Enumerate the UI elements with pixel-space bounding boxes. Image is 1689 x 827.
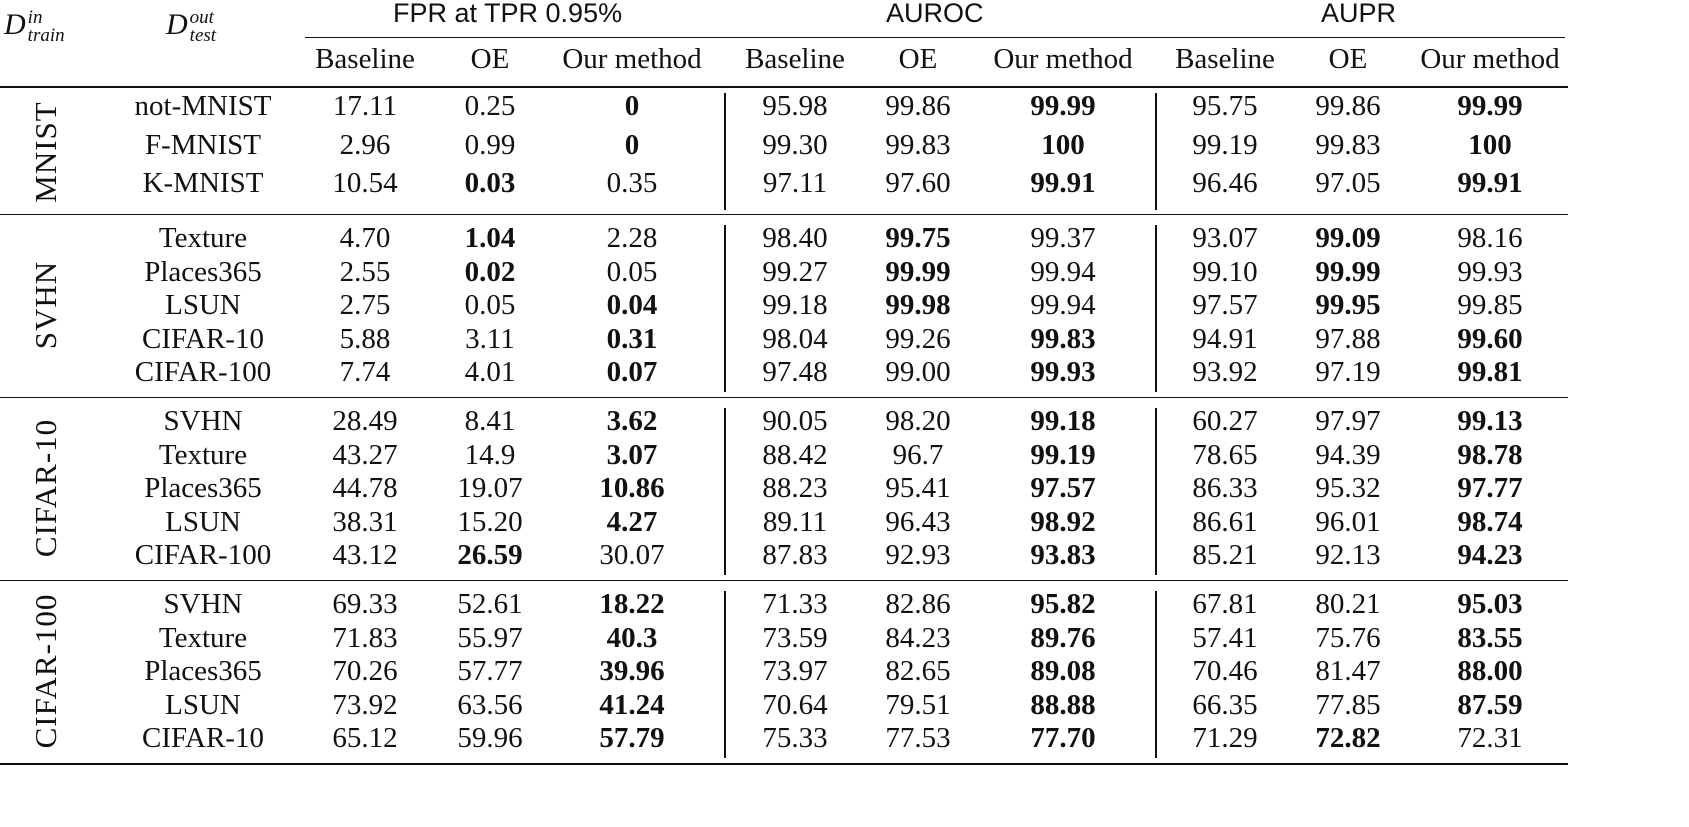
table-cell: 98.40 (762, 222, 828, 254)
table-cell: 14.9 (464, 438, 516, 471)
table-cell: 93.92 (1192, 356, 1258, 388)
table-cell: 96.46 (1192, 167, 1258, 199)
table-cell: 0.99 (464, 128, 516, 161)
table-cell: 8.41 (464, 405, 516, 437)
table-cell: 99.37 (1030, 222, 1096, 254)
table-cell: 94.23 (1457, 539, 1523, 571)
table-cell: 92.13 (1315, 539, 1381, 571)
table-cell: 7.74 (339, 356, 391, 388)
group-header-aupr: AUPR (1321, 0, 1397, 28)
table-cell: 3.11 (465, 322, 515, 355)
dout-sub: test (189, 25, 217, 47)
table-cell: 86.61 (1192, 505, 1258, 538)
table-cell: 40.3 (606, 621, 658, 654)
table-cell: 99.83 (885, 128, 951, 161)
table-cell: 99.86 (885, 90, 951, 122)
dataset-name: LSUN (165, 289, 241, 321)
table-cell: 15.20 (457, 505, 523, 538)
table-cell: 0 (624, 90, 640, 122)
table-cell: 100 (1041, 128, 1085, 161)
table-cell: 19.07 (457, 472, 523, 504)
table-cell: 67.81 (1192, 588, 1258, 620)
table-cell: 95.32 (1315, 472, 1381, 504)
table-cell: 0.31 (606, 322, 658, 355)
table-cell: 96.01 (1315, 505, 1381, 538)
table-cell: 99.94 (1030, 289, 1096, 321)
table-cell: 99.95 (1315, 289, 1381, 321)
table-cell: 73.97 (762, 655, 828, 687)
subcolumn-header: Baseline (745, 43, 845, 75)
dataset-name: F-MNIST (144, 128, 261, 161)
table-cell: 83.55 (1457, 621, 1523, 654)
table-cell: 89.08 (1030, 655, 1096, 687)
table-cell: 66.35 (1192, 688, 1258, 721)
table-cell: 2.75 (339, 289, 391, 321)
table-cell: 99.91 (1457, 167, 1523, 199)
table-cell: 99.99 (1315, 255, 1381, 288)
table-cell: 97.19 (1315, 356, 1381, 388)
table-cell: 39.96 (599, 655, 665, 687)
subcolumn-header: OE (898, 43, 938, 75)
table-cell: 97.05 (1315, 167, 1381, 199)
dataset-name: Places365 (144, 472, 262, 504)
table-cell: 80.21 (1315, 588, 1381, 620)
table-cell: 99.85 (1457, 289, 1523, 321)
table-cell: 99.75 (885, 222, 951, 254)
subcolumn-header: Baseline (315, 43, 415, 75)
table-cell: 3.62 (606, 405, 658, 437)
table-cell: 99.30 (762, 128, 828, 161)
dataset-name: CIFAR-10 (142, 322, 264, 355)
table-cell: 98.20 (885, 405, 951, 437)
table-cell: 99.99 (1030, 90, 1096, 122)
table-cell: 75.33 (762, 722, 828, 754)
dataset-name: LSUN (165, 505, 241, 538)
table-cell: 0 (624, 128, 640, 161)
table-cell: 99.09 (1315, 222, 1381, 254)
dataset-name: Texture (158, 621, 248, 654)
table-cell: 98.92 (1030, 505, 1096, 538)
table-cell: 0.05 (606, 255, 658, 288)
table-cell: 88.42 (762, 438, 828, 471)
table-cell: 59.96 (457, 722, 523, 754)
table-cell: 70.26 (332, 655, 398, 687)
table-cell: 99.86 (1315, 90, 1381, 122)
table-cell: 77.53 (885, 722, 951, 754)
table-cell: 65.12 (332, 722, 398, 754)
group-header-auroc: AUROC (886, 0, 984, 28)
table-cell: 0.04 (606, 289, 658, 321)
table-cell: 92.93 (885, 539, 951, 571)
table-cell: 81.47 (1315, 655, 1381, 687)
table-cell: 78.65 (1192, 438, 1258, 471)
section-label: SVHN (28, 260, 63, 350)
table-cell: 95.75 (1192, 90, 1258, 122)
table-cell: 87.59 (1457, 688, 1523, 721)
table-cell: 0.03 (464, 167, 516, 199)
subcolumn-header: Our method (993, 43, 1133, 75)
table-cell: 99.91 (1030, 167, 1096, 199)
table-cell: 26.59 (457, 539, 523, 571)
table-cell: 0.07 (606, 356, 658, 388)
dataset-name: Places365 (144, 255, 262, 288)
dataset-name: Texture (158, 438, 248, 471)
table-cell: 2.96 (339, 128, 391, 161)
table-cell: 99.99 (1457, 90, 1523, 122)
table-cell: 98.04 (762, 322, 828, 355)
table-cell: 71.29 (1192, 722, 1258, 754)
section-label: CIFAR-100 (28, 593, 63, 749)
table-cell: 79.51 (885, 688, 951, 721)
table-cell: 2.55 (339, 255, 391, 288)
dataset-name: K-MNIST (142, 167, 264, 199)
dataset-name: SVHN (163, 405, 243, 437)
table-cell: 99.10 (1192, 255, 1258, 288)
table-cell: 99.93 (1457, 255, 1523, 288)
table-cell: 85.21 (1192, 539, 1258, 571)
group-header-fpr: FPR at TPR 0.95% (393, 0, 623, 28)
table-cell: 87.83 (762, 539, 828, 571)
table-cell: 95.41 (885, 472, 951, 504)
bottom-rule (0, 763, 1568, 765)
table-cell: 97.97 (1315, 405, 1381, 437)
table-cell: 99.83 (1315, 128, 1381, 161)
table-cell: 57.41 (1192, 621, 1258, 654)
table-cell: 41.24 (599, 688, 665, 721)
din-sup: in (27, 7, 43, 29)
table-cell: 96.43 (885, 505, 951, 538)
table-cell: 88.00 (1457, 655, 1523, 687)
table-cell: 57.77 (457, 655, 523, 687)
table-cell: 70.64 (762, 688, 828, 721)
table-cell: 99.18 (1030, 405, 1096, 437)
section-rule-3 (0, 580, 1568, 581)
table-cell: 1.04 (464, 222, 516, 254)
subcolumn-header: Our method (562, 43, 702, 75)
table-cell: 0.35 (606, 167, 658, 199)
section-rule-2 (0, 397, 1568, 398)
table-cell: 10.86 (599, 472, 665, 504)
table-cell: 17.11 (332, 90, 398, 122)
table-cell: 99.13 (1457, 405, 1523, 437)
table-cell: 95.03 (1457, 588, 1523, 620)
table-cell: 5.88 (339, 322, 391, 355)
table-cell: 99.19 (1192, 128, 1258, 161)
table-cell: 44.78 (332, 472, 398, 504)
header-rule (0, 86, 1568, 88)
subcolumn-header: OE (1328, 43, 1368, 75)
table-cell: 97.11 (762, 167, 828, 199)
table-cell: 77.70 (1030, 722, 1096, 754)
table-cell: 69.33 (332, 588, 398, 620)
table-cell: 0.02 (464, 255, 516, 288)
table-cell: 4.27 (606, 505, 658, 538)
table-cell: 90.05 (762, 405, 828, 437)
table-cell: 99.93 (1030, 356, 1096, 388)
table-cell: 73.59 (762, 621, 828, 654)
table-cell: 99.94 (1030, 255, 1096, 288)
table-cell: 28.49 (332, 405, 398, 437)
table-cell: 4.70 (339, 222, 391, 254)
table-cell: 70.46 (1192, 655, 1258, 687)
din-base: D (4, 8, 26, 41)
table-cell: 100 (1468, 128, 1512, 161)
dout-test-label (166, 8, 216, 45)
section-rule-1 (0, 214, 1568, 215)
subcolumn-header: Our method (1420, 43, 1560, 75)
dataset-name: not-MNIST (134, 90, 272, 122)
section-label: MNIST (28, 101, 63, 203)
table-cell: 99.81 (1457, 356, 1523, 388)
table-cell: 97.88 (1315, 322, 1381, 355)
table-cell: 99.19 (1030, 438, 1096, 471)
table-cell: 95.82 (1030, 588, 1096, 620)
table-cell: 99.27 (762, 255, 828, 288)
table-cell: 99.18 (762, 289, 828, 321)
table-cell: 89.11 (762, 505, 828, 538)
table-cell: 30.07 (599, 539, 665, 571)
table-cell: 97.57 (1030, 472, 1096, 504)
table-cell: 43.27 (332, 438, 398, 471)
table-cell: 72.31 (1457, 722, 1523, 754)
table-cell: 86.33 (1192, 472, 1258, 504)
table-cell: 38.31 (332, 505, 398, 538)
table-cell: 55.97 (457, 621, 523, 654)
table-cell: 60.27 (1192, 405, 1258, 437)
table-cell: 72.82 (1315, 722, 1381, 754)
table-cell: 94.39 (1315, 438, 1381, 471)
dataset-name: CIFAR-10 (142, 722, 264, 754)
dataset-name: SVHN (163, 588, 243, 620)
dout-base: D (166, 8, 188, 41)
table-cell: 77.85 (1315, 688, 1381, 721)
table-cell: 95.98 (762, 90, 828, 122)
table-cell: 57.79 (599, 722, 665, 754)
table-cell: 10.54 (332, 167, 398, 199)
table-cell: 97.57 (1192, 289, 1258, 321)
table-cell: 84.23 (885, 621, 951, 654)
table-cell: 89.76 (1030, 621, 1096, 654)
table-cell: 4.01 (464, 356, 516, 388)
table-cell: 99.26 (885, 322, 951, 355)
table-cell: 94.91 (1192, 322, 1258, 355)
table-cell: 97.77 (1457, 472, 1523, 504)
table-cell: 98.16 (1457, 222, 1523, 254)
section-label: CIFAR-10 (28, 418, 63, 558)
table-cell: 93.07 (1192, 222, 1258, 254)
table-cell: 0.05 (464, 289, 516, 321)
dataset-name: CIFAR-100 (134, 356, 272, 388)
dataset-name: Texture (158, 222, 248, 254)
table-cell: 52.61 (457, 588, 523, 620)
dataset-name: CIFAR-100 (134, 539, 272, 571)
subcolumn-header: OE (470, 43, 510, 75)
table-cell: 88.23 (762, 472, 828, 504)
table-cell: 0.25 (464, 90, 516, 122)
dataset-name: LSUN (165, 688, 241, 721)
table-cell: 99.99 (885, 255, 951, 288)
table-cell: 82.65 (885, 655, 951, 687)
table-cell: 98.74 (1457, 505, 1523, 538)
din-train-label (4, 8, 65, 45)
table-cell: 18.22 (599, 588, 665, 620)
table-cell: 71.83 (332, 621, 398, 654)
group-underline (305, 37, 1565, 38)
table-cell: 99.00 (885, 356, 951, 388)
table-cell: 43.12 (332, 539, 398, 571)
table-cell: 97.60 (885, 167, 951, 199)
table-cell: 99.98 (885, 289, 951, 321)
table-cell: 96.7 (892, 438, 944, 471)
table-cell: 97.48 (762, 356, 828, 388)
subcolumn-header: Baseline (1175, 43, 1275, 75)
table-cell: 93.83 (1030, 539, 1096, 571)
dout-sup: out (189, 7, 214, 29)
table-cell: 98.78 (1457, 438, 1523, 471)
table-cell: 82.86 (885, 588, 951, 620)
dataset-name: Places365 (144, 655, 262, 687)
din-sub: train (27, 25, 65, 47)
table-cell: 88.88 (1030, 688, 1096, 721)
table-cell: 99.83 (1030, 322, 1096, 355)
table-cell: 99.60 (1457, 322, 1523, 355)
table-cell: 73.92 (332, 688, 398, 721)
table-cell: 63.56 (457, 688, 523, 721)
table-cell: 3.07 (606, 438, 658, 471)
table-cell: 75.76 (1315, 621, 1381, 654)
table-cell: 2.28 (606, 222, 658, 254)
table-cell: 71.33 (762, 588, 828, 620)
